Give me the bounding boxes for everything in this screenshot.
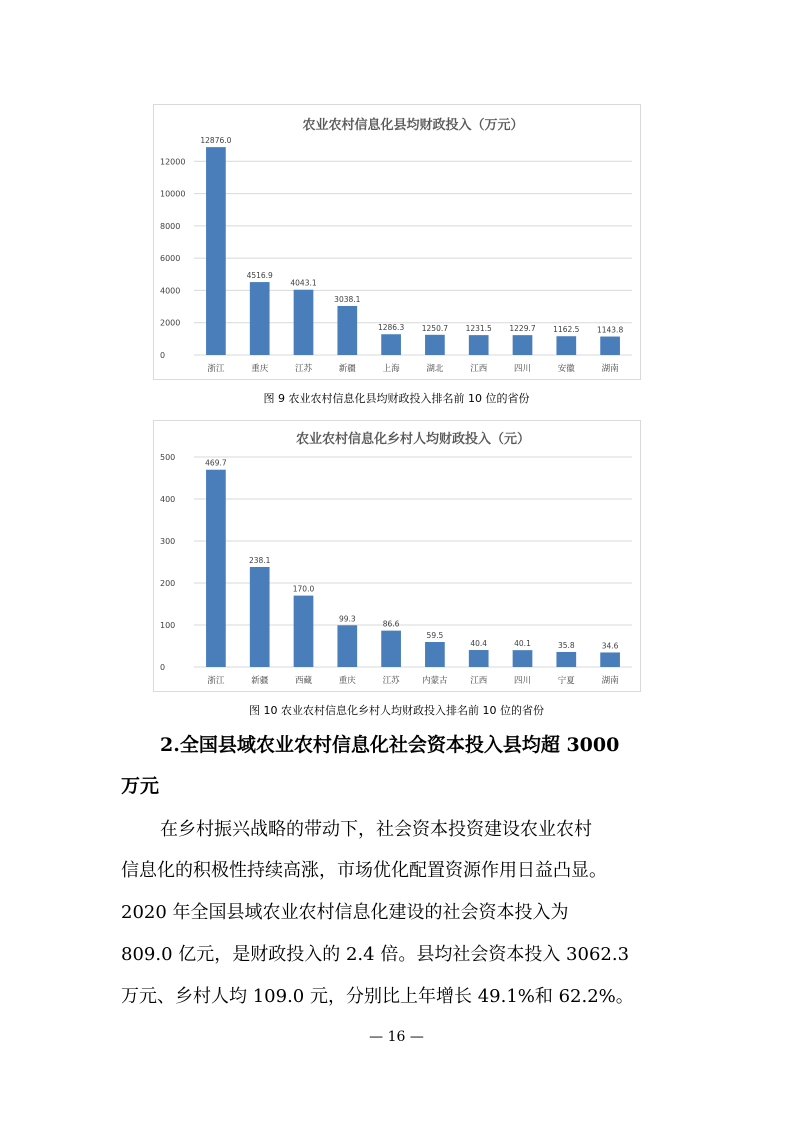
- y-tick-label: 500: [160, 453, 176, 462]
- data-label: 1162.5: [553, 325, 580, 335]
- x-tick-label: 四川: [513, 364, 532, 374]
- x-tick-label: 上海: [382, 364, 400, 374]
- bar-江苏: [381, 631, 401, 667]
- x-tick-label: 湖南: [601, 364, 619, 374]
- bar-湖南: [600, 652, 620, 667]
- bar-浙江: [206, 470, 226, 667]
- data-label: 469.7: [205, 458, 227, 468]
- x-tick-label: 西藏: [294, 676, 313, 686]
- x-tick-label: 江苏: [382, 676, 400, 686]
- x-tick-label: 重庆: [251, 364, 269, 374]
- data-label: 4043.1: [290, 278, 317, 288]
- y-tick-label: 0: [160, 351, 166, 360]
- x-tick-label: 浙江: [207, 364, 225, 374]
- bar-四川: [513, 650, 533, 667]
- x-tick-label: 四川: [513, 676, 532, 686]
- data-label: 170.0: [292, 584, 315, 594]
- bar-江西: [469, 650, 489, 667]
- y-tick-label: 400: [160, 495, 176, 504]
- bar-安徽: [556, 336, 576, 355]
- bar-湖北: [425, 335, 445, 355]
- x-tick-label: 新疆: [338, 364, 356, 374]
- data-label: 1231.5: [465, 324, 492, 334]
- data-label: 40.4: [470, 639, 488, 649]
- bar-宁夏: [556, 652, 576, 667]
- bar-江苏: [294, 290, 314, 355]
- figure-9-caption: 图 9 农业农村信息化县均财政投入排名前 10 位的省份: [263, 392, 530, 405]
- bar-chart-svg: [154, 105, 640, 379]
- data-label: 238.1: [248, 555, 271, 565]
- section-heading: 2.全国县域农业农村信息化社会资本投入县均超 3000: [160, 734, 620, 756]
- y-tick-label: 300: [160, 537, 176, 546]
- x-tick-label: 湖北: [426, 364, 444, 374]
- chart-title: 农业农村信息化县均财政投入（万元）: [302, 118, 524, 133]
- y-tick-label: 2000: [160, 318, 181, 328]
- x-tick-label: 江苏: [294, 364, 313, 374]
- y-tick-label: 4000: [160, 286, 181, 296]
- bar-重庆: [337, 625, 357, 667]
- data-label: 86.6: [382, 619, 400, 629]
- x-tick-label: 重庆: [338, 676, 356, 686]
- bar-内蒙古: [425, 642, 445, 667]
- y-tick-label: 0: [160, 663, 166, 672]
- data-label: 34.6: [601, 641, 619, 651]
- bar-西藏: [294, 596, 314, 667]
- data-label: 4516.9: [246, 271, 273, 281]
- section-heading-continued: 万元: [121, 775, 160, 797]
- y-tick-label: 10000: [160, 189, 186, 199]
- bar-重庆: [250, 282, 270, 355]
- bar-新疆: [337, 306, 357, 355]
- paragraph-line: 万元、乡村人均 109.0 元，分别比上年增长 49.1%和 62.2%。: [121, 986, 634, 1007]
- data-label: 35.8: [557, 640, 575, 650]
- data-label: 1286.3: [377, 323, 405, 333]
- y-tick-label: 100: [160, 621, 176, 630]
- bar-上海: [381, 334, 401, 355]
- paragraph-line: 在乡村振兴战略的带动下，社会资本投资建设农业农村: [160, 819, 592, 840]
- chart-rural-per-capita-investment: [153, 420, 641, 692]
- x-tick-label: 安徽: [557, 364, 575, 374]
- figure-10-caption: 图 10 农业农村信息化乡村人均财政投入排名前 10 位的省份: [249, 704, 544, 717]
- data-label: 1143.8: [596, 325, 624, 335]
- x-tick-label: 浙江: [207, 676, 225, 686]
- data-label: 1250.7: [421, 323, 449, 333]
- bar-浙江: [206, 147, 226, 355]
- y-tick-label: 6000: [160, 254, 181, 264]
- chart-title: 农业农村信息化乡村人均财政投入（元）: [295, 432, 531, 447]
- x-tick-label: 江西: [470, 676, 488, 686]
- data-label: 99.3: [338, 614, 356, 624]
- x-tick-label: 湖南: [601, 676, 619, 686]
- paragraph-line: 信息化的积极性持续高涨，市场优化配置资源作用日益凸显。: [121, 860, 607, 881]
- data-label: 40.1: [514, 639, 531, 649]
- data-label: 12876.0: [200, 136, 232, 146]
- x-tick-label: 宁夏: [557, 676, 575, 686]
- y-tick-label: 12000: [160, 157, 186, 167]
- x-tick-label: 内蒙古: [422, 676, 448, 686]
- bar-chart-svg: [154, 421, 640, 691]
- data-label: 59.5: [426, 631, 444, 641]
- data-label: 3038.1: [334, 294, 361, 304]
- bar-江西: [469, 335, 489, 355]
- x-tick-label: 新疆: [251, 676, 269, 686]
- bar-新疆: [250, 567, 270, 667]
- chart-county-avg-investment: [153, 104, 641, 380]
- paragraph-line: 809.0 亿元，是财政投入的 2.4 倍。县均社会资本投入 3062.3: [121, 944, 630, 965]
- page-number: — 16 —: [369, 1029, 424, 1045]
- paragraph-line: 2020 年全国县域农业农村信息化建设的社会资本投入为: [121, 902, 569, 923]
- data-label: 1229.7: [509, 324, 536, 334]
- bar-四川: [513, 335, 533, 355]
- y-tick-label: 8000: [160, 221, 181, 231]
- y-tick-label: 200: [160, 579, 176, 588]
- bar-湖南: [600, 337, 620, 355]
- x-tick-label: 江西: [470, 364, 488, 374]
